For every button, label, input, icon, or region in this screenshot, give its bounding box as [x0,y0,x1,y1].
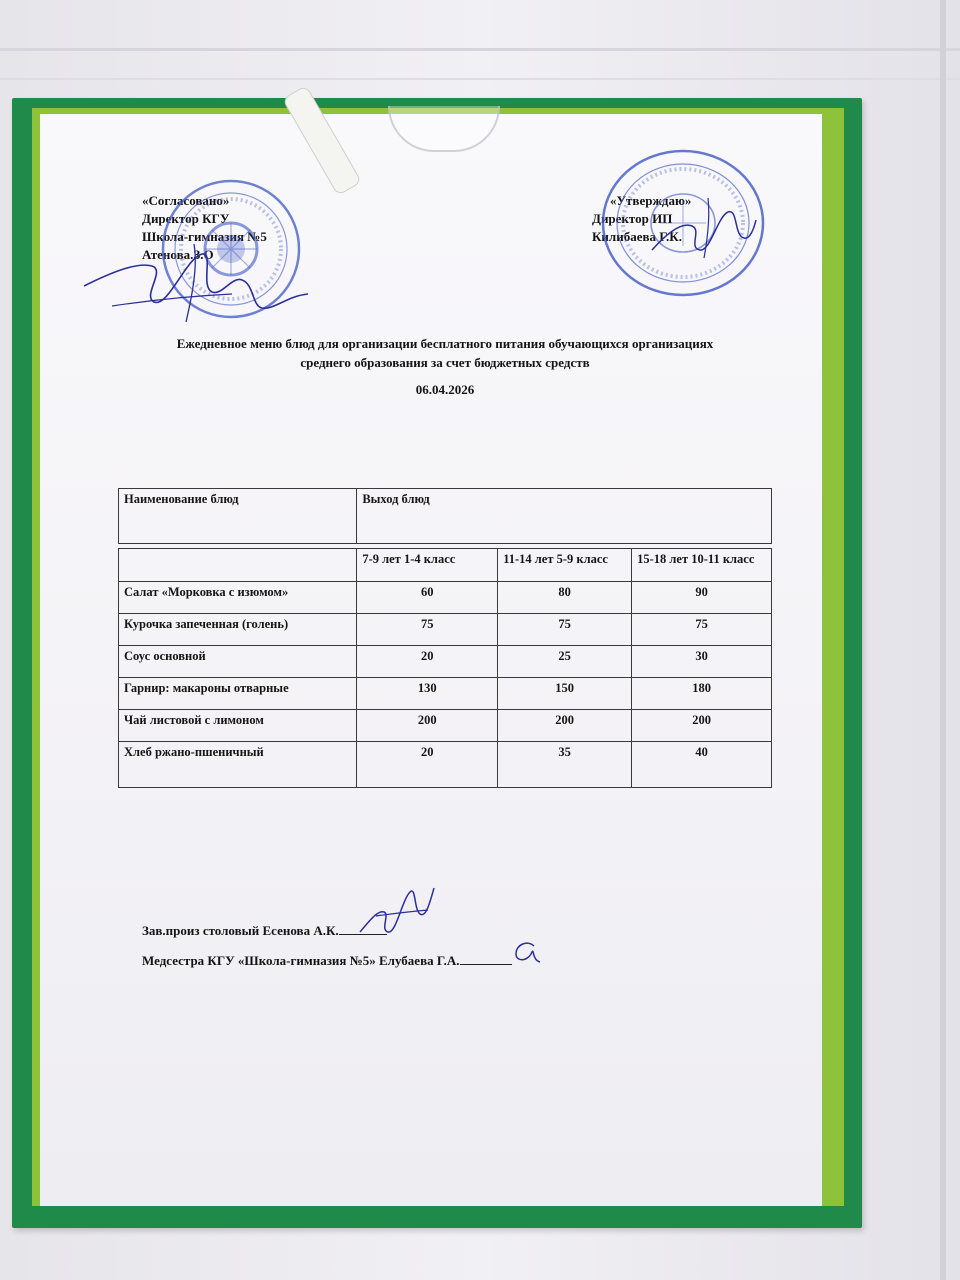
footer-cook-label: Зав.произ столовый Есенова А.К. [142,923,339,938]
signature-right-icon [648,192,758,262]
header-output: Выход блюд [357,489,772,544]
portion-cell: 200 [632,710,772,742]
dish-name-cell: Курочка запеченная (голень) [119,614,357,646]
portion-cell: 80 [498,582,632,614]
menu-title [100,334,790,372]
portion-cell: 25 [498,646,632,678]
approval-right-line1: «Утверждаю» [610,193,692,208]
signature-nurse-icon [500,930,550,970]
footer-line-1 [142,922,387,939]
portion-cell: 75 [357,614,498,646]
dish-name-cell: Гарнир: макароны отварные [119,678,357,710]
approval-right-line2: Директор ИП [592,211,673,226]
approval-left-line1: «Согласовано» [142,193,230,208]
header-dish-name: Наименование блюд [119,489,357,544]
table-row [119,614,772,646]
age-group-cell: 11-14 лет 5-9 класс [498,549,632,582]
table-row [119,710,772,742]
portion-cell: 180 [632,678,772,710]
portion-cell: 90 [632,582,772,614]
portion-cell: 35 [498,742,632,788]
table-row [119,646,772,678]
wall-seam [0,48,960,51]
wall-seam [0,78,960,80]
dish-name-cell: Салат «Морковка с изюмом» [119,582,357,614]
signature-cook-icon [356,880,438,940]
portion-cell: 20 [357,646,498,678]
portion-cell: 40 [632,742,772,788]
table-row [119,582,772,614]
menu-table [118,488,772,788]
approval-left-line4: Атенова.З.О [142,247,214,262]
dish-name-cell: Соус основной [119,646,357,678]
wall-edge [940,0,946,1280]
table-row [119,742,772,788]
table-header-row [119,489,772,544]
portion-cell: 200 [498,710,632,742]
age-group-row [119,549,772,582]
age-group-cell: 15-18 лет 10-11 класс [632,549,772,582]
signature-left-icon [82,236,312,328]
menu-title-line2: среднего образования за счет бюджетных средств [300,355,590,370]
approval-left-line2: Директор КГУ [142,211,230,226]
menu-title-line1: Ежедневное меню блюд для организации бесплатного питания обучающихся организациях [176,336,714,351]
footer-nurse-label: Медсестра КГУ «Школа-гимназия №5» Елубаева Г.А. [142,953,460,968]
age-group-empty-cell [119,549,357,582]
table-row [119,678,772,710]
portion-cell: 20 [357,742,498,788]
portion-cell: 75 [498,614,632,646]
portion-cell: 150 [498,678,632,710]
age-group-cell: 7-9 лет 1-4 класс [357,549,498,582]
portion-cell: 30 [632,646,772,678]
portion-cell: 75 [632,614,772,646]
approval-right-line3: Килибаева Г.К. [592,229,682,244]
portion-cell: 200 [357,710,498,742]
portion-cell: 130 [357,678,498,710]
dish-name-cell: Чай листовой с лимоном [119,710,357,742]
footer-line-2 [142,952,512,969]
portion-cell: 60 [357,582,498,614]
dish-name-cell: Хлеб ржано-пшеничный [119,742,357,788]
approval-left-line3: Школа-гимназия №5 [142,229,267,244]
menu-date: 06.04.2026 [415,382,475,397]
